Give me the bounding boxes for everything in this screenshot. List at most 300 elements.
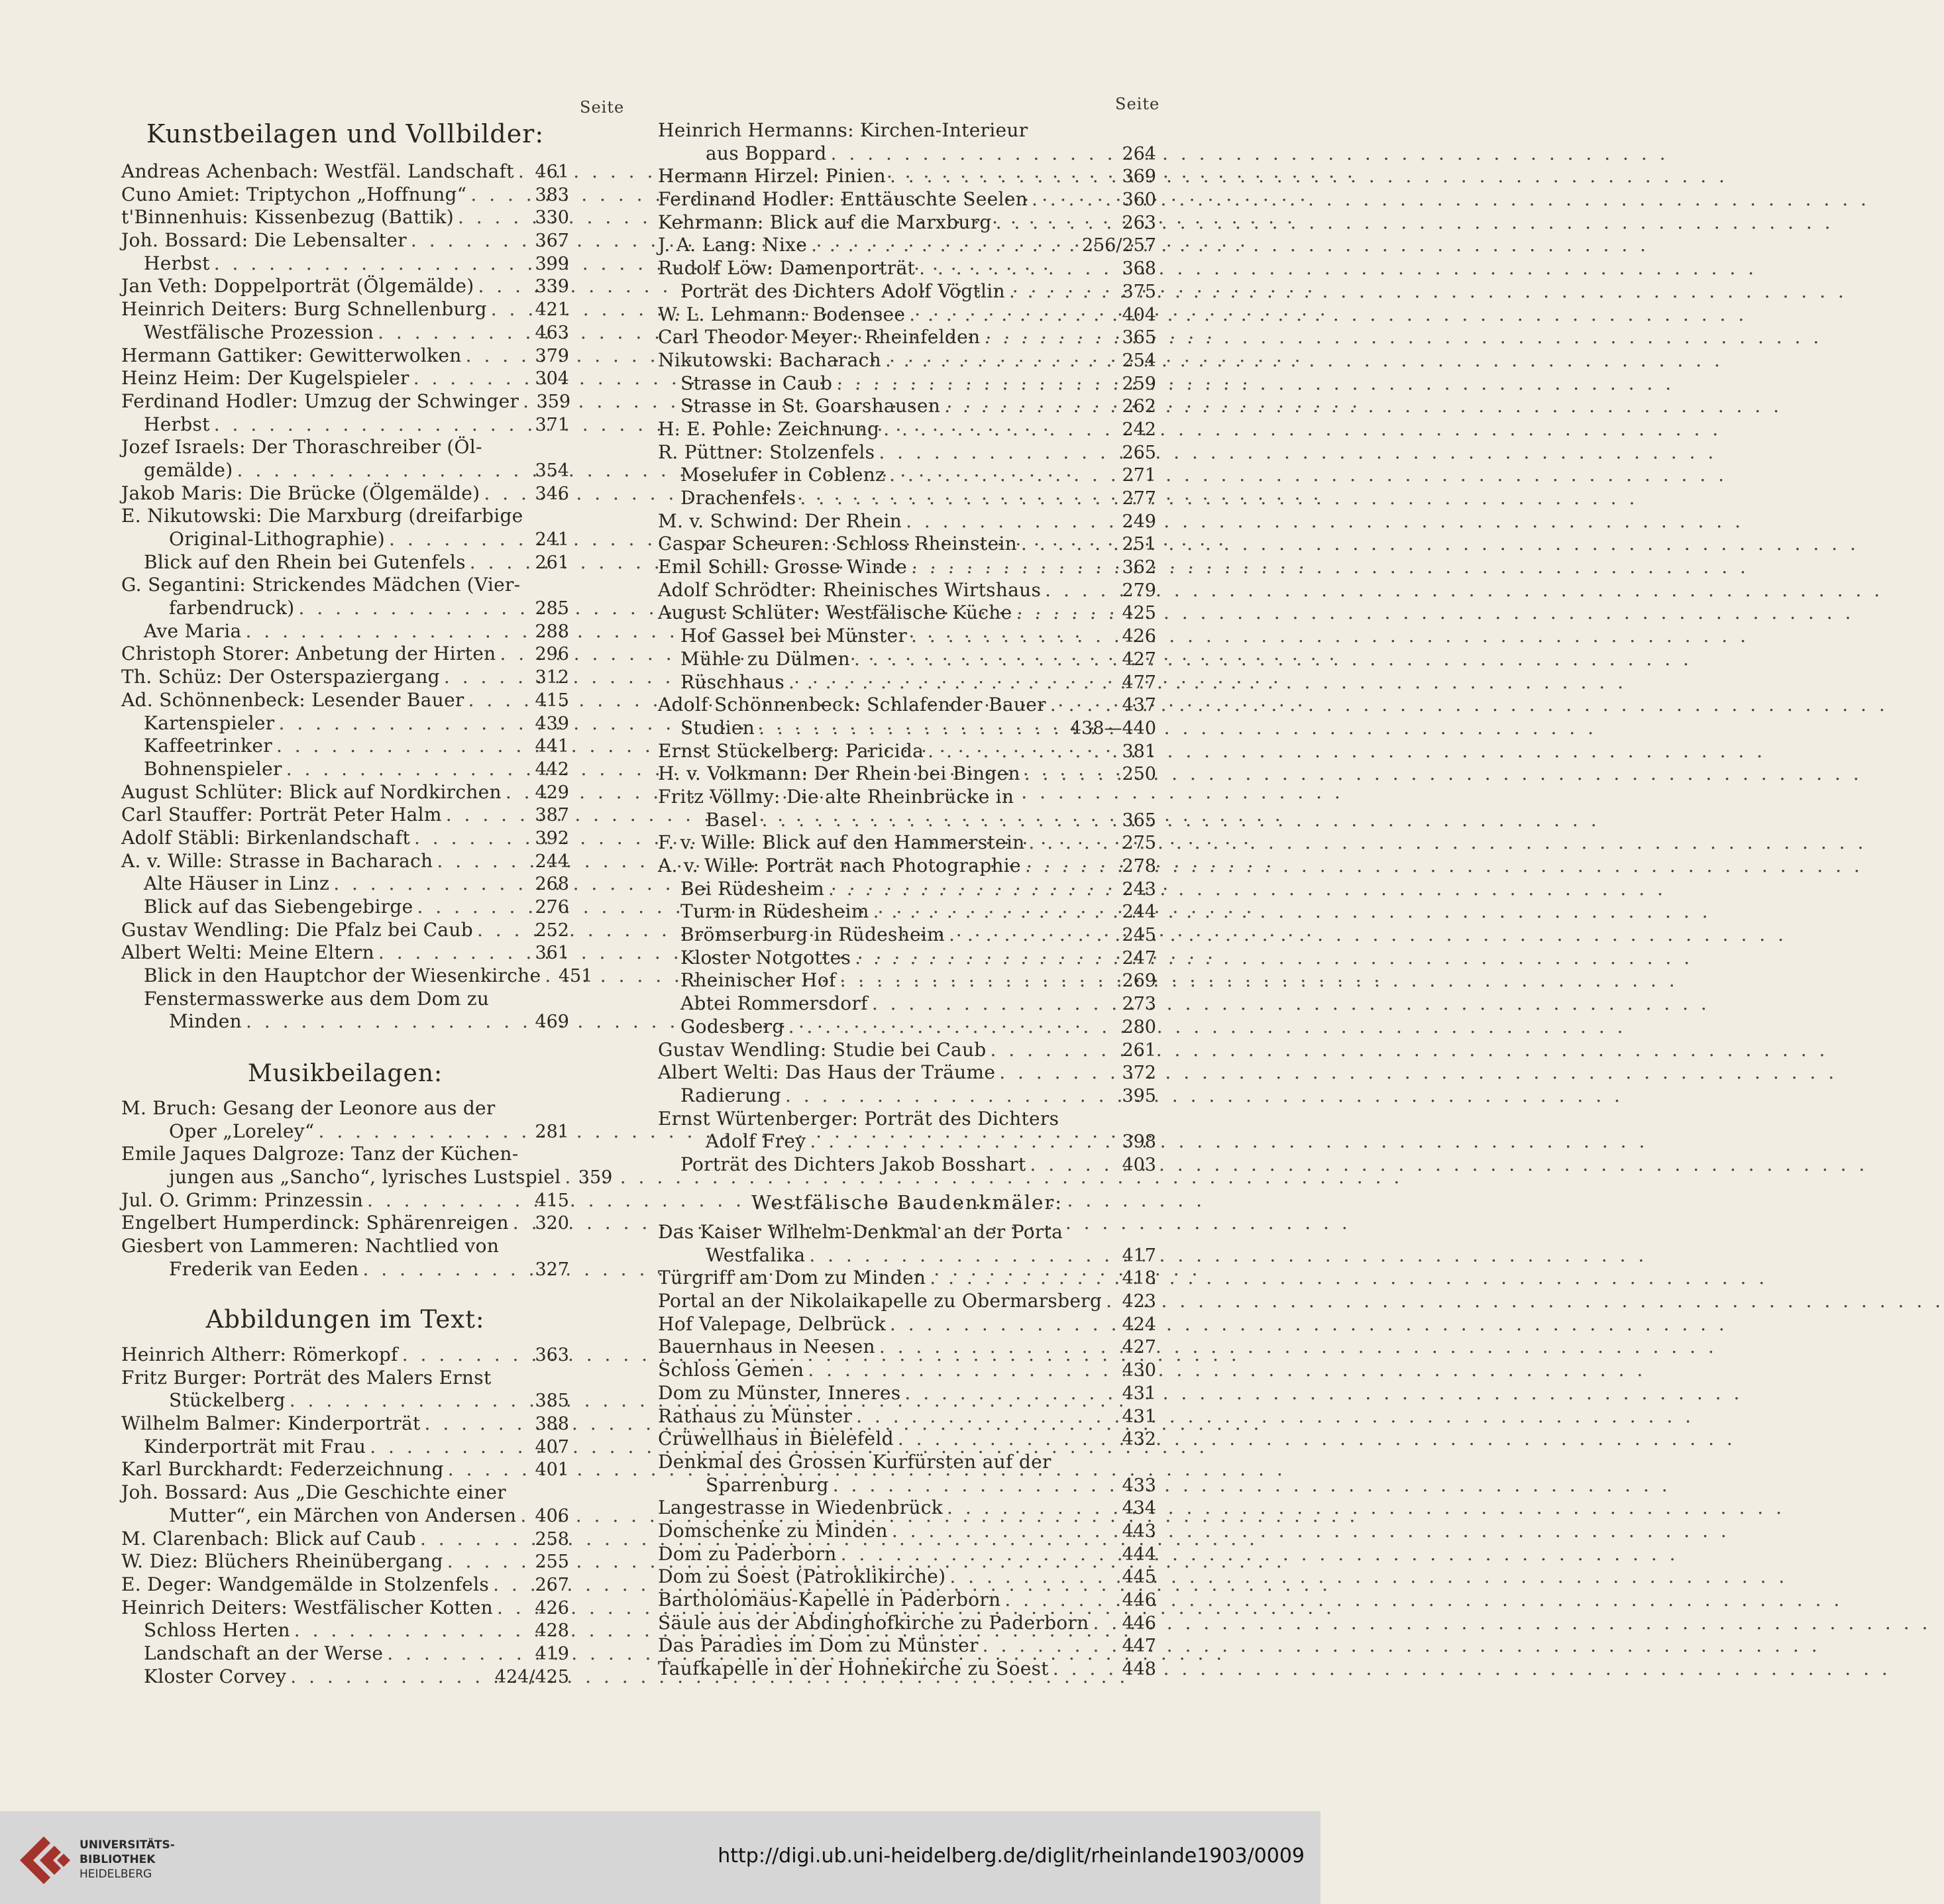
- toc-entry: [658, 1474, 1156, 1497]
- toc-entry-page-number: 395: [1122, 1085, 1156, 1106]
- toc-entry: [658, 855, 1156, 878]
- toc-entry: [121, 551, 569, 574]
- toc-entry-page-number: 244: [1122, 902, 1156, 923]
- toc-entry-page-number: 252: [535, 920, 569, 941]
- leader-dots: [1045, 579, 1114, 602]
- library-name-line2: BIBLIOTHEK: [80, 1853, 156, 1866]
- leader-dots: [947, 1497, 1114, 1520]
- toc-entry-title: Rüschhaus: [680, 670, 785, 693]
- toc-entry-page-number: 245: [1122, 925, 1156, 946]
- toc-entry-page-number: 267: [535, 1574, 569, 1595]
- toc-entry-page-number: 362: [1122, 557, 1156, 578]
- toc-entry-title: Taufkapelle in der Hohnekirche zu Soest: [658, 1658, 1049, 1680]
- toc-entry: [658, 303, 1156, 327]
- leader-dots: [856, 1405, 1114, 1428]
- leader-dots: [468, 689, 527, 712]
- toc-entry-page-number: 434: [1122, 1498, 1156, 1519]
- toc-entry: [121, 298, 569, 321]
- toc-entry: [658, 671, 1156, 694]
- toc-entry-title: Adolf Frey: [706, 1130, 806, 1153]
- musik-list: [121, 1097, 613, 1281]
- leader-dots: [911, 625, 1114, 648]
- toc-entry: [658, 1153, 1156, 1177]
- toc-entry-title: farbendruck): [169, 597, 295, 619]
- toc-entry-page-number: 445: [1122, 1567, 1156, 1588]
- toc-entry-page-number: 431: [1122, 1383, 1156, 1404]
- toc-entry-page-number: 415: [535, 1190, 569, 1211]
- toc-entry: [121, 344, 569, 368]
- toc-entry-title: Basel: [706, 808, 758, 831]
- toc-entry-title: E. Nikutowski: Die Marxburg (dreifarbige: [121, 505, 523, 527]
- toc-entry-page-number: 429: [535, 782, 569, 803]
- toc-entry: [658, 969, 1156, 992]
- toc-entry: [121, 804, 569, 827]
- toc-entry: [658, 510, 1156, 533]
- toc-entry-title: Hermann Hirzel: Pinien: [658, 165, 886, 187]
- toc-entry: [121, 597, 569, 620]
- toc-entry-title: Christoph Storer: Anbetung der Hirten: [121, 643, 496, 665]
- toc-entry-title: W. L. Lehmann: Bodensee: [658, 303, 906, 325]
- toc-entry-page-number: 354: [535, 460, 569, 481]
- toc-entry: [121, 413, 569, 437]
- toc-entry: [658, 1612, 1156, 1635]
- toc-entry-page-number: 241: [535, 529, 569, 550]
- toc-entry: [658, 1658, 1156, 1681]
- leader-dots: [387, 1642, 527, 1666]
- leader-dots: [513, 1212, 527, 1235]
- toc-entry: [121, 436, 569, 459]
- leader-dots: [762, 809, 1114, 832]
- toc-entry: [658, 1497, 1156, 1520]
- toc-entry: [658, 119, 1156, 142]
- toc-entry-page-number: 360: [1122, 189, 1156, 211]
- toc-entry: [121, 1481, 569, 1505]
- leader-dots: [298, 597, 527, 620]
- toc-entry: [658, 1130, 1156, 1153]
- toc-entry-title: Giesbert von Lammeren: Nachtlied von: [121, 1235, 500, 1257]
- leader-dots: [904, 1382, 1114, 1405]
- toc-entry-page-number: 273: [1122, 994, 1156, 1015]
- toc-entry: [658, 1108, 1156, 1131]
- toc-entry-page-number: 251: [1122, 534, 1156, 555]
- toc-entry-title: W. Diez: Blüchers Rheinübergang: [121, 1550, 443, 1573]
- toc-entry-title: Sparrenburg: [706, 1473, 829, 1496]
- toc-entry-title: Oper „Loreley“: [169, 1120, 315, 1142]
- toc-entry: [121, 1436, 569, 1459]
- toc-entry-title: Bei Rüdesheim: [680, 877, 824, 900]
- toc-entry: [121, 390, 569, 413]
- toc-entry-page-number: 398: [1122, 1132, 1156, 1153]
- leader-dots: [477, 919, 527, 942]
- toc-entry-title: Ferdinand Hodler: Enttäuschte Seelen: [658, 188, 1028, 211]
- toc-entry: [658, 900, 1156, 924]
- leader-dots: [444, 666, 527, 689]
- toc-entry: [658, 326, 1156, 349]
- toc-entry-page-number: 426: [1122, 626, 1156, 647]
- toc-entry-title: Crüwellhaus in Bielefeld: [658, 1428, 894, 1450]
- toc-entry: [658, 602, 1156, 625]
- leader-dots: [425, 1412, 527, 1436]
- leader-dots: [1009, 280, 1114, 303]
- baudenkmaeler-list: [658, 1221, 1156, 1681]
- toc-entry-page-number: 418: [1122, 1268, 1156, 1289]
- leader-dots: [831, 142, 1114, 166]
- toc-entry-title: Ad. Schönnenbeck: Lesender Bauer: [121, 688, 464, 711]
- toc-entry-page-number: 431: [1122, 1406, 1156, 1427]
- leader-dots: [214, 413, 527, 437]
- leader-dots: [246, 1010, 527, 1033]
- toc-entry-title: Bauernhaus in Neesen: [658, 1336, 875, 1358]
- toc-entry: [121, 1389, 569, 1412]
- leader-dots: [1016, 602, 1114, 625]
- toc-entry-page-number: 469: [535, 1012, 569, 1033]
- leader-dots: [855, 947, 1114, 970]
- toc-entry-page-number: 432: [1122, 1429, 1156, 1450]
- toc-entry: [121, 1367, 569, 1390]
- toc-entry-page-number: 401: [535, 1459, 569, 1481]
- toc-entry: [121, 160, 569, 184]
- toc-entry-title: gemälde): [144, 458, 233, 481]
- toc-entry-page-number: 427: [1122, 649, 1156, 670]
- toc-entry: [658, 441, 1156, 464]
- leader-dots: [983, 1634, 1114, 1658]
- toc-entry: [121, 482, 569, 505]
- leader-dots: [759, 717, 1066, 740]
- toc-entry-title: Strasse in Caub: [680, 372, 833, 394]
- toc-entry: [658, 533, 1156, 556]
- toc-entry-page-number: 425: [1122, 603, 1156, 624]
- toc-entry-page-number: 423: [1122, 1291, 1156, 1312]
- toc-entry-title: Wilhelm Balmer: Kinderporträt: [121, 1412, 421, 1435]
- toc-entry-title: Rathaus zu Münster: [658, 1404, 853, 1427]
- toc-entry-title: Ernst Stückelberg: Paricida: [658, 739, 924, 762]
- toc-entry-title: aus Boppard: [706, 142, 827, 164]
- toc-entry-title: Albert Welti: Meine Eltern: [121, 941, 374, 964]
- toc-entry-title: Langestrasse in Wiedenbrück: [658, 1497, 944, 1519]
- leader-dots: [497, 1597, 527, 1620]
- toc-entry: [658, 1634, 1156, 1658]
- toc-entry-title: Dom zu Münster, Inneres: [658, 1381, 901, 1404]
- leader-dots: [333, 873, 527, 896]
- toc-entry-title: Säule aus der Abdinghofkirche zu Paderborn: [658, 1611, 1089, 1634]
- leader-dots: [1028, 831, 1114, 855]
- toc-entry: [121, 758, 569, 781]
- toc-entry: [121, 321, 569, 344]
- toc-entry: [121, 666, 569, 689]
- toc-entry: [658, 1520, 1156, 1543]
- toc-entry-page-number: 247: [1122, 947, 1156, 969]
- toc-entry-title: Kloster Corvey: [144, 1665, 287, 1687]
- leader-dots: [788, 671, 1114, 694]
- toc-entry-page-number: 368: [1122, 258, 1156, 280]
- toc-entry: [658, 786, 1156, 809]
- toc-entry: [658, 211, 1156, 235]
- toc-entry-title: Frederik van Eeden: [169, 1257, 359, 1280]
- toc-entry: [121, 1189, 569, 1212]
- toc-entry: [658, 1244, 1156, 1267]
- toc-entry-title: Studien: [680, 716, 755, 739]
- leader-dots: [290, 1389, 527, 1412]
- toc-entry: [658, 625, 1156, 648]
- toc-entry-page-number: 427: [1122, 1337, 1156, 1358]
- leader-dots: [413, 367, 527, 390]
- toc-entry: [658, 717, 1156, 740]
- toc-entry-title: Türgriff am Dom zu Minden: [658, 1267, 926, 1289]
- toc-entry-page-number: 438—440: [1069, 717, 1156, 739]
- toc-entry-title: Jul. O. Grimm: Prinzessin: [121, 1189, 364, 1211]
- leader-dots: [833, 1474, 1114, 1497]
- toc-entry: [121, 919, 569, 942]
- toc-entry-page-number: 275: [1122, 833, 1156, 854]
- toc-entry-page-number: 365: [1122, 810, 1156, 831]
- toc-entry-page-number: 447: [1122, 1636, 1156, 1657]
- toc-entry-title: Hof Valepage, Delbrück: [658, 1312, 886, 1335]
- toc-entry: [658, 1290, 1156, 1313]
- toc-entry-title: Th. Schüz: Der Osterspaziergang: [121, 666, 440, 688]
- toc-entry-title: Westfalika: [706, 1243, 806, 1266]
- leader-dots: [811, 234, 1078, 257]
- leader-dots: [523, 390, 528, 413]
- leader-dots: [996, 211, 1114, 235]
- toc-entry: [121, 252, 569, 276]
- toc-entry-title: Carl Stauffer: Porträt Peter Halm: [121, 804, 442, 826]
- toc-entry: [121, 735, 569, 758]
- toc-entry-title: Adolf Schönnenbeck: Schlafender Bauer: [658, 694, 1046, 716]
- toc-entry-title: Alte Häuser in Linz: [144, 873, 330, 895]
- leader-dots: [872, 992, 1114, 1016]
- leader-dots: [491, 298, 527, 321]
- leader-dots: [854, 648, 1114, 671]
- leader-dots: [448, 1458, 527, 1481]
- toc-entry-title: Andreas Achenbach: Westfäl. Landschaft: [121, 160, 514, 182]
- toc-entry-page-number: 442: [535, 759, 569, 780]
- section-title-musikbeilagen: Musikbeilagen:: [247, 1060, 443, 1087]
- toc-entry: [658, 1382, 1156, 1405]
- leader-dots: [906, 510, 1114, 533]
- leader-dots: [545, 965, 550, 988]
- leader-dots: [245, 620, 527, 643]
- toc-entry: [658, 395, 1156, 418]
- leader-dots: [414, 827, 527, 850]
- toc-entry-page-number: 250: [1122, 764, 1156, 785]
- toc-entry-page-number: 278: [1122, 856, 1156, 876]
- source-url-link[interactable]: http://digi.ub.uni-heidelberg.de/diglit/rheinlande1903/0009: [718, 1844, 1305, 1868]
- toc-entry-page-number: 372: [1122, 1063, 1156, 1084]
- toc-entry: [658, 763, 1156, 786]
- toc-entry-page-number: 259: [1122, 373, 1156, 394]
- toc-entry-title: Gustav Wendling: Die Pfalz bei Caub: [121, 918, 473, 941]
- leader-dots: [890, 165, 1114, 188]
- toc-entry: [121, 1120, 569, 1143]
- library-name-line1: UNIVERSITÄTS-: [80, 1838, 175, 1852]
- leader-dots: [1021, 533, 1114, 556]
- leader-dots: [276, 735, 527, 758]
- toc-entry-title: Minden: [169, 1010, 242, 1033]
- toc-entry-title: August Schlüter: Westfälische Küche: [658, 602, 1012, 624]
- toc-entry: [121, 965, 593, 988]
- leader-dots: [919, 257, 1114, 280]
- toc-entry-page-number: 446: [1122, 1590, 1156, 1611]
- toc-entry: [658, 1267, 1156, 1290]
- toc-entry: [658, 694, 1156, 717]
- toc-entry-page-number: 271: [1122, 465, 1156, 486]
- toc-entry-title: Westfälische Prozession: [144, 321, 374, 343]
- toc-entry-title: Emile Jaques Dalgroze: Tanz der Küchen-: [121, 1143, 519, 1165]
- toc-entry: [121, 229, 569, 252]
- toc-entry-page-number: 426: [535, 1597, 569, 1618]
- toc-entry-title: Ernst Würtenberger: Porträt des Dichters: [658, 1107, 1059, 1130]
- toc-entry-title: Drachenfels: [680, 487, 796, 509]
- toc-entry-title: M. Bruch: Gesang der Leonore aus der: [121, 1097, 496, 1119]
- toc-entry: [658, 165, 1156, 188]
- toc-entry: [658, 992, 1156, 1016]
- toc-entry: [121, 1010, 569, 1033]
- toc-entry: [121, 1619, 569, 1642]
- toc-entry-page-number: 439: [535, 713, 569, 734]
- toc-entry: [658, 831, 1156, 855]
- toc-entry-page-number: 279: [1122, 580, 1156, 601]
- toc-entry-page-number: 367: [535, 231, 569, 252]
- abbildungen-list-continued: [658, 119, 1156, 1177]
- leader-dots: [437, 850, 527, 873]
- toc-entry-title: Das Paradies im Dom zu Münster: [658, 1634, 979, 1657]
- leader-dots: [458, 206, 527, 229]
- leader-dots: [447, 1550, 527, 1573]
- toc-entry-page-number: 296: [535, 644, 569, 665]
- leader-dots: [470, 551, 527, 574]
- toc-entry-title: jungen aus „Sancho“, lyrisches Lustspiel: [169, 1166, 561, 1189]
- toc-entry: [658, 579, 1156, 602]
- leader-dots: [214, 252, 527, 276]
- leader-dots: [836, 372, 1114, 396]
- library-name-line3: HEIDELBERG: [80, 1868, 152, 1881]
- leader-dots: [1030, 1153, 1114, 1177]
- toc-entry-title: Rudolf Löw: Damenporträt: [658, 257, 916, 280]
- leader-dots: [1032, 188, 1114, 211]
- toc-entry-page-number: 451: [558, 966, 593, 987]
- toc-entry-page-number: 424/425: [494, 1666, 569, 1687]
- toc-entry: [121, 206, 569, 229]
- toc-entry-page-number: 441: [535, 736, 569, 757]
- leader-dots: [873, 900, 1114, 924]
- leader-dots: [911, 556, 1114, 579]
- toc-entry-title: Cuno Amiet: Triptychon „Hoffnung“: [121, 183, 467, 205]
- toc-entry-page-number: 363: [535, 1345, 569, 1365]
- toc-entry-title: Strasse in St. Goarshausen: [680, 395, 941, 417]
- toc-entry-page-number: 387: [535, 805, 569, 826]
- toc-entry-page-number: 381: [1122, 741, 1156, 762]
- kunst-list: [121, 160, 593, 1033]
- toc-entry-title: Mühle zu Dülmen: [680, 647, 850, 670]
- leader-dots: [370, 1436, 527, 1459]
- toc-entry: [658, 280, 1156, 303]
- toc-entry: [121, 1412, 569, 1436]
- toc-entry-title: Abtei Rommersdorf: [680, 992, 868, 1015]
- toc-entry-title: H. v. Volkmann: Der Rhein bei Bingen: [658, 763, 1020, 785]
- toc-entry-title: Das Kaiser Wilhelm-Denkmal an der Porta: [658, 1221, 1063, 1243]
- toc-entry-title: Carl Theodor Meyer: Rheinfelden: [658, 326, 981, 348]
- toc-entry: [658, 1313, 1156, 1336]
- toc-entry-title: M. v. Schwind: Der Rhein: [658, 509, 902, 532]
- toc-entry-title: Adolf Stäbli: Birkenlandschaft: [121, 826, 410, 849]
- toc-entry-page-number: 258: [535, 1528, 569, 1550]
- toc-entry-page-number: 369: [1122, 166, 1156, 187]
- toc-entry-title: Jozef Israels: Der Thoraschreiber (Öl-: [121, 436, 482, 458]
- toc-entry: [121, 620, 569, 643]
- toc-entry: [658, 234, 1156, 257]
- toc-entry-page-number: 339: [535, 276, 569, 297]
- toc-entry-title: Rheinischer Hof: [680, 969, 836, 992]
- leader-dots: [800, 487, 1114, 510]
- toc-entry-title: H. E. Pohle: Zeichnung: [658, 417, 880, 440]
- leader-dots: [478, 275, 527, 298]
- leader-dots: [808, 1359, 1114, 1382]
- toc-entry: [121, 1505, 569, 1528]
- leader-dots: [470, 184, 527, 207]
- toc-entry-page-number: 437: [1122, 695, 1156, 716]
- toc-entry-title: Fenstermasswerke aus dem Dom zu: [144, 987, 490, 1010]
- toc-entry: [658, 257, 1156, 280]
- toc-entry: [121, 1458, 569, 1481]
- toc-entry-title: Adolf Schrödter: Rheinisches Wirtshaus: [658, 578, 1042, 601]
- section-title-abbildungen: Abbildungen im Text:: [205, 1305, 485, 1334]
- toc-entry-title: Landschaft an der Werse: [144, 1642, 384, 1664]
- toc-entry-page-number: 399: [535, 253, 569, 274]
- toc-entry-title: A. v. Wille: Strasse in Bacharach: [121, 849, 433, 872]
- toc-entry-title: Bartholomäus-Kapelle in Paderborn: [658, 1589, 1001, 1611]
- leader-dots: [1025, 855, 1114, 878]
- toc-entry-title: August Schlüter: Blick auf Nordkirchen: [121, 780, 502, 803]
- toc-entry: [121, 1166, 613, 1189]
- toc-entry-page-number: 320: [535, 1213, 569, 1234]
- toc-entry: [121, 1642, 569, 1666]
- leader-dots: [879, 1336, 1114, 1359]
- toc-entry: [121, 1666, 569, 1689]
- toc-entry: [121, 459, 569, 482]
- toc-entry-page-number: 261: [535, 552, 569, 573]
- toc-entry-page-number: 346: [535, 483, 569, 504]
- toc-entry-title: Ferdinand Hodler: Umzug der Schwinger: [121, 390, 519, 412]
- toc-entry-title: Fritz Burger: Porträt des Malers Ernst: [121, 1366, 492, 1389]
- leader-dots: [493, 1573, 527, 1597]
- leader-dots: [237, 459, 527, 482]
- toc-entry-page-number: 359: [536, 391, 571, 412]
- leader-dots: [417, 896, 527, 919]
- leader-dots: [984, 326, 1114, 349]
- leader-dots: [402, 1344, 527, 1367]
- toc-entry: [658, 1221, 1156, 1244]
- leader-dots: [889, 464, 1114, 487]
- toc-entry: [121, 827, 569, 850]
- footer-bar: [0, 1811, 1321, 1904]
- toc-entry: [121, 988, 569, 1011]
- toc-entry: [658, 464, 1156, 487]
- toc-entry-title: Caspar Scheuren: Schloss Rheinstein: [658, 533, 1017, 555]
- library-name: [80, 1838, 175, 1881]
- toc-entry-title: Engelbert Humperdinck: Sphärenreigen: [121, 1212, 509, 1234]
- toc-entry: [121, 528, 569, 551]
- toc-entry-title: Kartenspieler: [144, 712, 275, 734]
- toc-entry-title: Mutter“, ein Märchen von Andersen: [169, 1504, 517, 1526]
- toc-entry-title: Herbst: [144, 413, 210, 435]
- leader-dots: [520, 1505, 527, 1528]
- toc-entry: [658, 878, 1156, 901]
- toc-entry-page-number: 430: [1122, 1360, 1156, 1381]
- toc-entry-page-number: 448: [1122, 1659, 1156, 1680]
- toc-entry-title: Bohnenspieler: [144, 757, 282, 780]
- toc-entry-title: Karl Burckhardt: Federzeichnung: [121, 1458, 444, 1481]
- leader-dots: [898, 1428, 1114, 1451]
